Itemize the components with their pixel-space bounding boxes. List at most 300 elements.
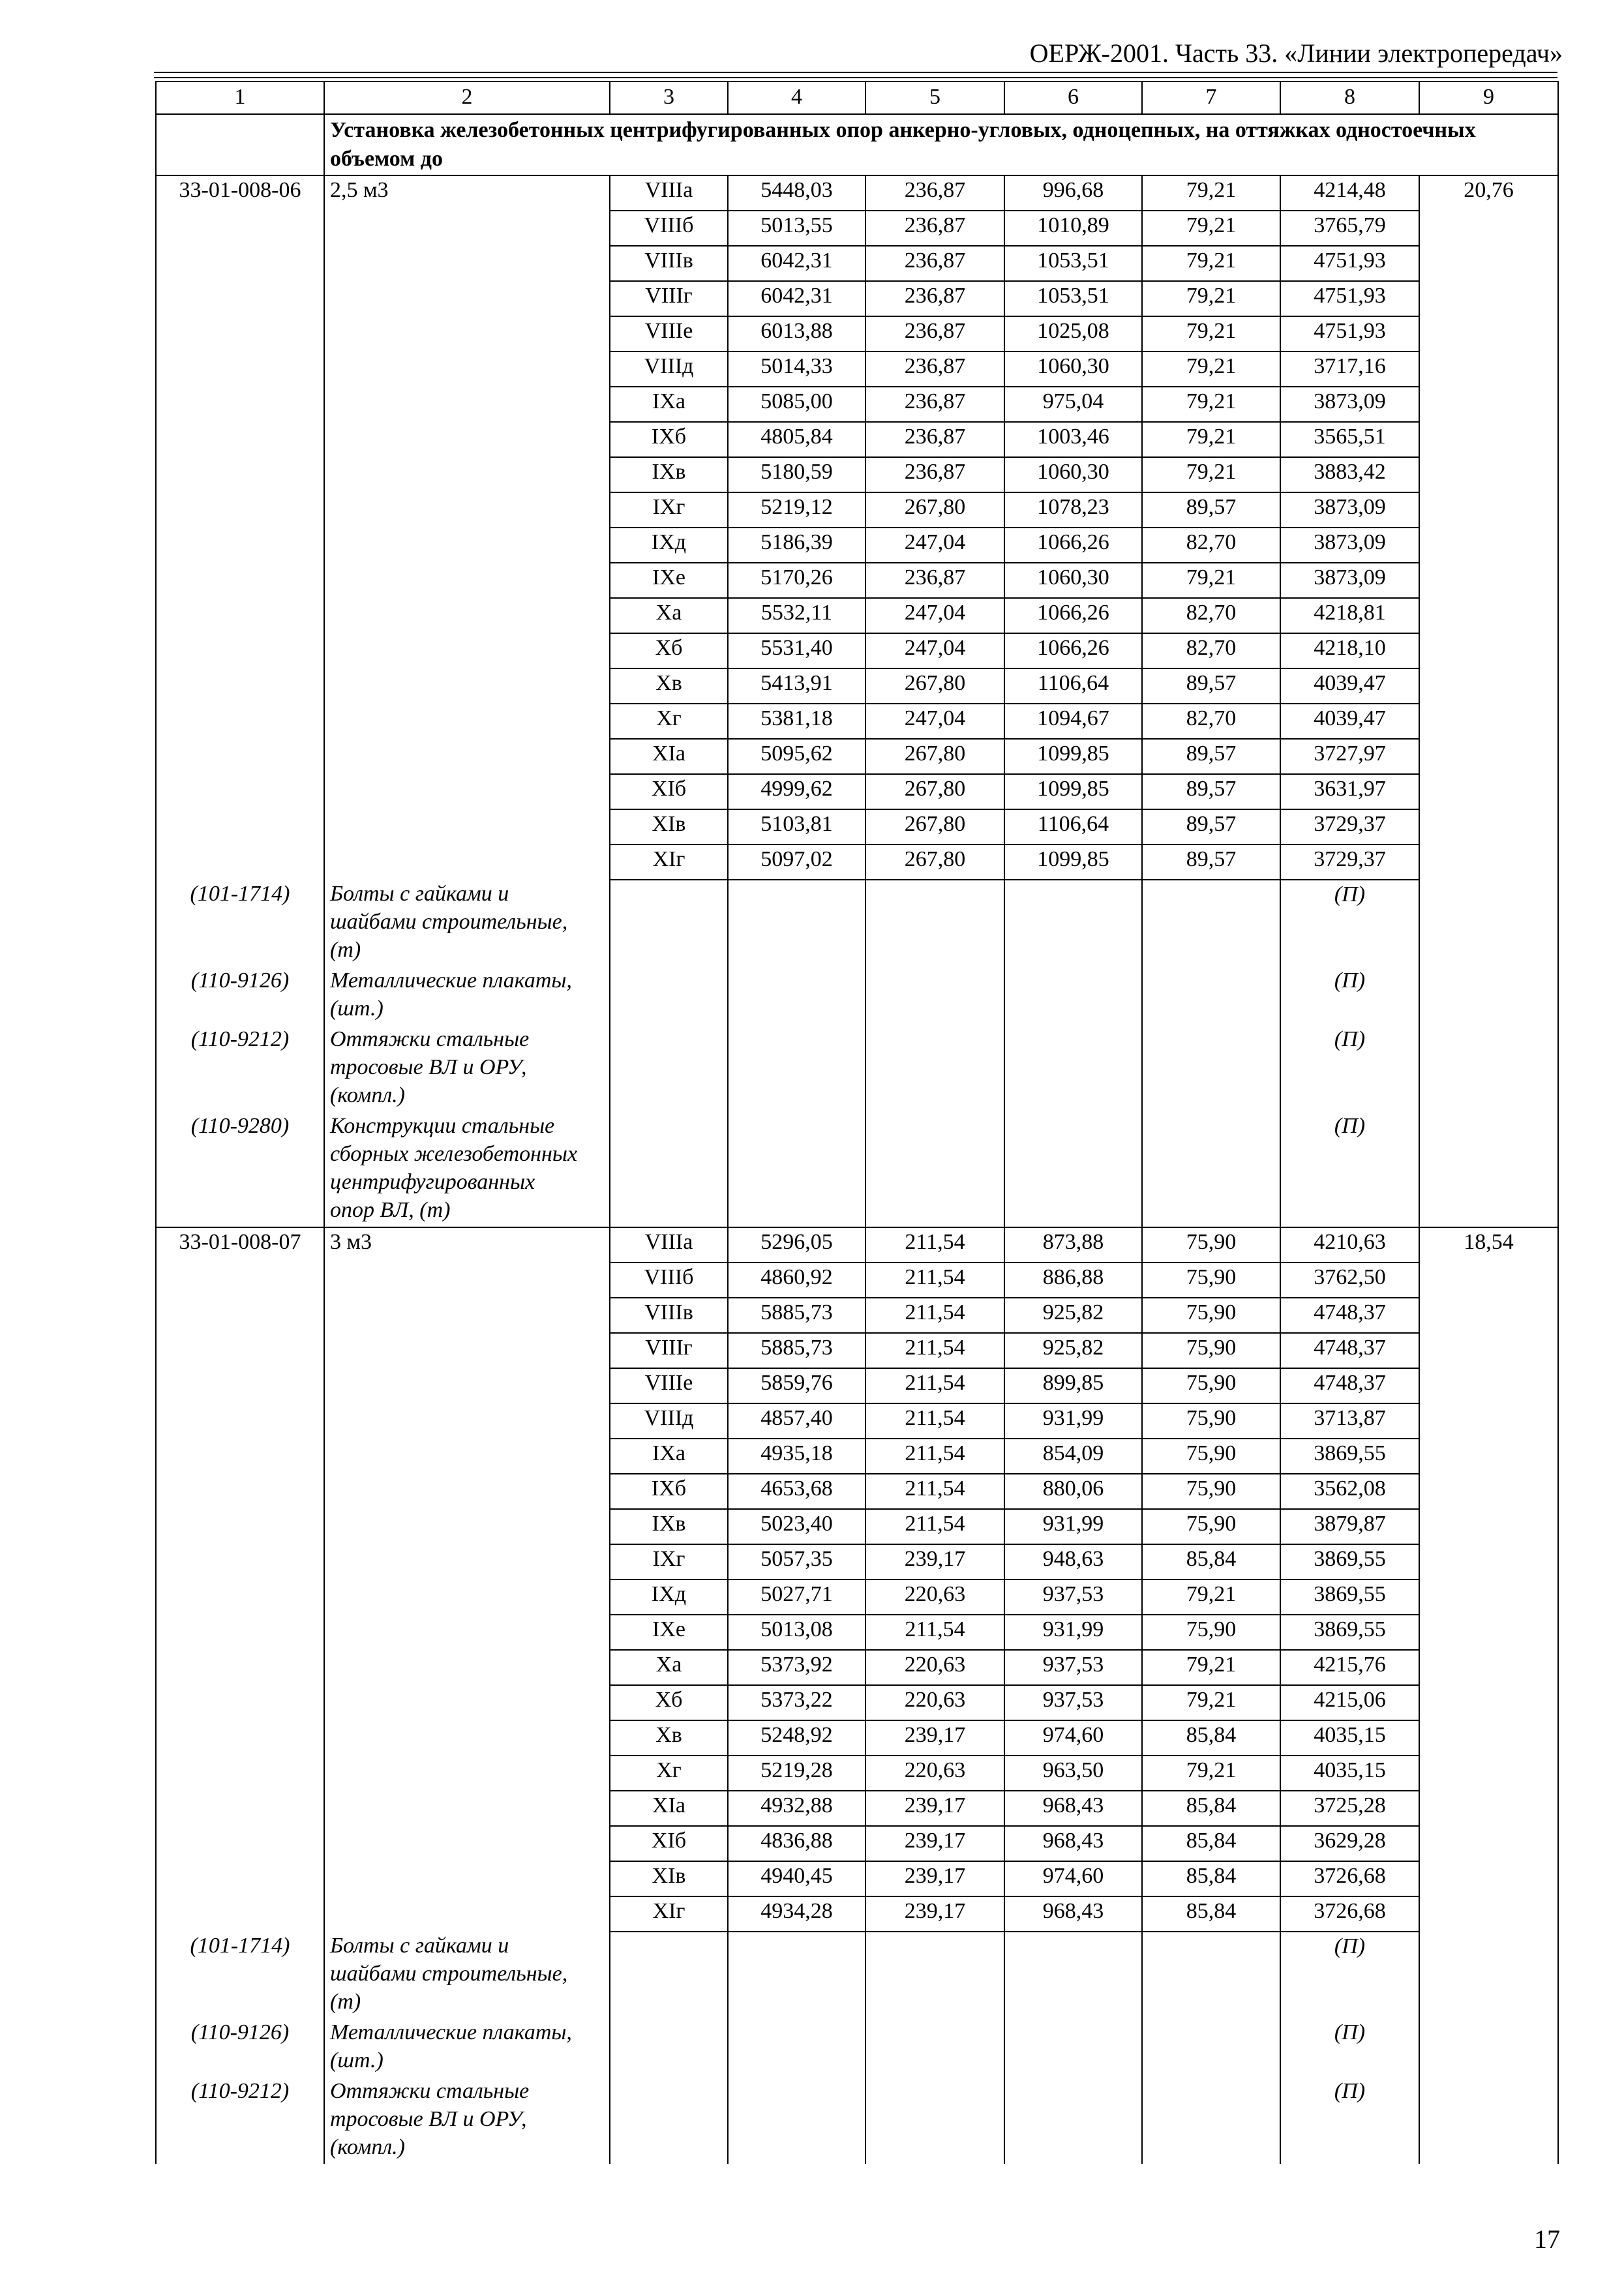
value-cell: 975,04 — [1004, 387, 1142, 422]
material-name-line: (шт.) — [330, 996, 383, 1021]
region-group: IXе — [610, 563, 728, 598]
value-cell: 3565,51 — [1280, 422, 1419, 457]
material-name — [324, 1112, 610, 1227]
value-cell: 996,68 — [1004, 175, 1142, 211]
value-cell: 5023,40 — [728, 1509, 865, 1544]
material-price-flag: (П) — [1280, 1932, 1419, 2018]
value-cell: 3873,09 — [1280, 387, 1419, 422]
blank-cell — [324, 1298, 610, 1333]
material-price-flag: (П) — [1280, 2077, 1419, 2164]
value-cell: 4934,28 — [728, 1896, 865, 1932]
blank-cell — [156, 492, 324, 528]
blank-cell — [728, 2077, 865, 2164]
table-row — [156, 1227, 1558, 1263]
value-cell: 3629,28 — [1280, 1826, 1419, 1861]
value-cell: 3873,09 — [1280, 528, 1419, 563]
blank-cell — [1419, 1791, 1558, 1826]
value-cell: 79,21 — [1142, 422, 1280, 457]
value-cell: 79,21 — [1142, 1579, 1280, 1615]
blank-cell — [1419, 1685, 1558, 1720]
blank-cell — [156, 809, 324, 845]
blank-cell — [1419, 704, 1558, 739]
material-name-line: опор ВЛ, (т) — [330, 1198, 451, 1222]
blank-cell — [610, 966, 728, 1025]
blank-cell — [324, 281, 610, 316]
blank-cell — [324, 1263, 610, 1298]
value-cell: 4748,37 — [1280, 1368, 1419, 1403]
value-cell: 937,53 — [1004, 1685, 1142, 1720]
material-row — [156, 966, 1558, 1025]
value-cell: 247,04 — [865, 704, 1004, 739]
region-group: Xа — [610, 1650, 728, 1685]
value-cell: 85,84 — [1142, 1544, 1280, 1579]
blank-cell — [156, 704, 324, 739]
value-cell: 85,84 — [1142, 1896, 1280, 1932]
material-name-line: Металлические плакаты, — [330, 968, 572, 993]
value-cell: 236,87 — [865, 246, 1004, 281]
blank-cell — [156, 352, 324, 387]
table-row — [156, 1861, 1558, 1896]
value-cell: 79,21 — [1142, 211, 1280, 246]
value-cell: 85,84 — [1142, 1861, 1280, 1896]
value-cell: 79,21 — [1142, 246, 1280, 281]
value-cell: 3726,68 — [1280, 1861, 1419, 1896]
blank-cell — [324, 598, 610, 633]
value-cell: 5013,55 — [728, 211, 865, 246]
blank-cell — [610, 1112, 728, 1227]
value-cell: 3727,97 — [1280, 739, 1419, 774]
value-cell: 3869,55 — [1280, 1439, 1419, 1474]
value-cell: 75,90 — [1142, 1474, 1280, 1509]
region-group: Xг — [610, 1756, 728, 1791]
table-row — [156, 246, 1558, 281]
material-price-flag: (П) — [1280, 966, 1419, 1025]
blank-cell — [1419, 211, 1558, 246]
blank-cell — [865, 2018, 1004, 2077]
blank-cell — [1419, 1756, 1558, 1791]
table-row — [156, 1298, 1558, 1333]
blank-cell — [156, 563, 324, 598]
column-number: 5 — [865, 82, 1004, 114]
value-cell: 79,21 — [1142, 387, 1280, 422]
blank-cell — [156, 668, 324, 704]
value-cell: 4751,93 — [1280, 246, 1419, 281]
table-row — [156, 633, 1558, 668]
table-row — [156, 1544, 1558, 1579]
table-row — [156, 1579, 1558, 1615]
value-cell: 267,80 — [865, 774, 1004, 809]
table-row — [156, 1650, 1558, 1685]
value-cell: 948,63 — [1004, 1544, 1142, 1579]
blank-cell — [1004, 2018, 1142, 2077]
value-cell: 211,54 — [865, 1403, 1004, 1439]
blank-cell — [1419, 316, 1558, 352]
blank-cell — [1419, 1333, 1558, 1368]
value-cell: 4653,68 — [728, 1474, 865, 1509]
table-row — [156, 704, 1558, 739]
value-cell: 5180,59 — [728, 457, 865, 492]
material-name — [324, 1932, 610, 2018]
table-row — [156, 668, 1558, 704]
material-name — [324, 1025, 610, 1112]
value-cell: 5381,18 — [728, 704, 865, 739]
value-cell: 236,87 — [865, 387, 1004, 422]
region-group: IXв — [610, 1509, 728, 1544]
blank-cell — [156, 774, 324, 809]
value-cell: 220,63 — [865, 1579, 1004, 1615]
value-cell: 4751,93 — [1280, 281, 1419, 316]
value-cell: 89,57 — [1142, 845, 1280, 880]
blank-cell — [865, 1025, 1004, 1112]
value-cell: 1106,64 — [1004, 809, 1142, 845]
value-cell: 4860,92 — [728, 1263, 865, 1298]
value-cell: 79,21 — [1142, 316, 1280, 352]
material-row — [156, 1932, 1558, 2018]
value-cell: 239,17 — [865, 1861, 1004, 1896]
value-cell: 75,90 — [1142, 1439, 1280, 1474]
blank-cell — [324, 774, 610, 809]
value-cell: 267,80 — [865, 845, 1004, 880]
value-cell: 211,54 — [865, 1615, 1004, 1650]
blank-cell — [1419, 1112, 1558, 1227]
blank-cell — [324, 492, 610, 528]
table-row — [156, 211, 1558, 246]
blank-cell — [865, 880, 1004, 966]
blank-cell — [324, 1896, 610, 1932]
blank-cell — [156, 281, 324, 316]
blank-cell — [324, 1791, 610, 1826]
blank-cell — [1419, 246, 1558, 281]
value-cell: 75,90 — [1142, 1509, 1280, 1544]
value-cell: 267,80 — [865, 492, 1004, 528]
value-cell: 82,70 — [1142, 528, 1280, 563]
value-cell: 931,99 — [1004, 1403, 1142, 1439]
blank-cell — [1419, 633, 1558, 668]
value-cell: 1053,51 — [1004, 281, 1142, 316]
blank-cell — [610, 1025, 728, 1112]
region-group: IXв — [610, 457, 728, 492]
value-cell: 236,87 — [865, 352, 1004, 387]
region-group: VIIIд — [610, 352, 728, 387]
blank-cell — [1419, 1544, 1558, 1579]
region-group: IXг — [610, 1544, 728, 1579]
value-cell: 6013,88 — [728, 316, 865, 352]
blank-cell — [156, 528, 324, 563]
header-rule-top — [154, 72, 1557, 73]
column-number: 9 — [1419, 82, 1558, 114]
value-cell: 6042,31 — [728, 281, 865, 316]
blank-cell — [156, 1826, 324, 1861]
value-cell: 75,90 — [1142, 1368, 1280, 1403]
value-cell: 1099,85 — [1004, 739, 1142, 774]
material-row — [156, 1025, 1558, 1112]
value-cell: 79,21 — [1142, 1650, 1280, 1685]
material-price-flag: (П) — [1280, 1025, 1419, 1112]
blank-cell — [1419, 457, 1558, 492]
column-number: 3 — [610, 82, 728, 114]
blank-cell — [728, 966, 865, 1025]
table-row — [156, 809, 1558, 845]
value-cell: 4999,62 — [728, 774, 865, 809]
value-cell: 931,99 — [1004, 1615, 1142, 1650]
value-cell: 79,21 — [1142, 457, 1280, 492]
value-cell: 3717,16 — [1280, 352, 1419, 387]
value-cell: 82,70 — [1142, 633, 1280, 668]
value-cell: 89,57 — [1142, 774, 1280, 809]
material-code: (110-9212) — [156, 1025, 324, 1112]
section-title-row — [156, 114, 1558, 175]
blank-cell — [1142, 1932, 1280, 2018]
region-group: Xв — [610, 1720, 728, 1756]
material-name — [324, 966, 610, 1025]
blank-cell — [156, 1298, 324, 1333]
blank-cell — [156, 1685, 324, 1720]
value-cell: 5448,03 — [728, 175, 865, 211]
value-cell: 211,54 — [865, 1227, 1004, 1263]
blank-cell — [728, 880, 865, 966]
blank-cell — [324, 704, 610, 739]
blank-cell — [1419, 1439, 1558, 1474]
region-group: XIг — [610, 845, 728, 880]
value-cell: 3869,55 — [1280, 1544, 1419, 1579]
region-group: XIа — [610, 739, 728, 774]
blank-cell — [324, 1826, 610, 1861]
blank-cell — [610, 1932, 728, 2018]
value-cell: 3883,42 — [1280, 457, 1419, 492]
value-cell: 239,17 — [865, 1720, 1004, 1756]
blank-cell — [324, 1579, 610, 1615]
value-cell: 5170,26 — [728, 563, 865, 598]
value-cell: 75,90 — [1142, 1263, 1280, 1298]
value-cell: 1106,64 — [1004, 668, 1142, 704]
blank-cell — [1142, 1025, 1280, 1112]
value-cell: 5885,73 — [728, 1333, 865, 1368]
blank-cell — [156, 1720, 324, 1756]
value-cell: 5014,33 — [728, 352, 865, 387]
value-cell: 82,70 — [1142, 598, 1280, 633]
value-cell: 4748,37 — [1280, 1333, 1419, 1368]
table-row — [156, 1439, 1558, 1474]
value-cell: 82,70 — [1142, 704, 1280, 739]
blank-cell — [324, 1756, 610, 1791]
value-cell: 5095,62 — [728, 739, 865, 774]
region-group: IXд — [610, 1579, 728, 1615]
value-cell: 267,80 — [865, 668, 1004, 704]
value-cell: 5027,71 — [728, 1579, 865, 1615]
blank-cell — [1419, 1298, 1558, 1333]
header-rule-bottom — [154, 77, 1557, 78]
value-cell: 5013,08 — [728, 1615, 865, 1650]
blank-cell — [324, 352, 610, 387]
region-group: Xв — [610, 668, 728, 704]
material-code: (110-9280) — [156, 1112, 324, 1227]
blank-cell — [324, 1650, 610, 1685]
value-cell: 3869,55 — [1280, 1615, 1419, 1650]
value-cell: 1099,85 — [1004, 774, 1142, 809]
page-number: 17 — [1534, 2224, 1560, 2254]
region-group: IXа — [610, 1439, 728, 1474]
value-cell: 3725,28 — [1280, 1791, 1419, 1826]
blank-cell — [728, 1025, 865, 1112]
value-cell: 974,60 — [1004, 1720, 1142, 1756]
blank-cell — [156, 1579, 324, 1615]
blank-cell — [324, 1861, 610, 1896]
section-empty-cell — [156, 114, 324, 175]
value-cell: 873,88 — [1004, 1227, 1142, 1263]
value-cell: 75,90 — [1142, 1333, 1280, 1368]
blank-cell — [156, 1756, 324, 1791]
material-code: (110-9126) — [156, 2018, 324, 2077]
value-cell: 1066,26 — [1004, 598, 1142, 633]
blank-cell — [1419, 1861, 1558, 1896]
material-row — [156, 2018, 1558, 2077]
blank-cell — [156, 1615, 324, 1650]
blank-cell — [156, 633, 324, 668]
blank-cell — [324, 422, 610, 457]
value-cell: 239,17 — [865, 1896, 1004, 1932]
table-row — [156, 316, 1558, 352]
value-cell: 963,50 — [1004, 1756, 1142, 1791]
material-name-line: Болты с гайками и — [330, 1934, 509, 1958]
blank-cell — [1004, 1025, 1142, 1112]
value-cell: 931,99 — [1004, 1509, 1142, 1544]
blank-cell — [156, 1368, 324, 1403]
table-row — [156, 1368, 1558, 1403]
value-cell: 3562,08 — [1280, 1474, 1419, 1509]
material-name-line: Болты с гайками и — [330, 882, 509, 906]
value-cell: 5248,92 — [728, 1720, 865, 1756]
material-name-line: шайбами строительные, — [330, 1962, 568, 1986]
region-group: Xа — [610, 598, 728, 633]
norm-code: 33-01-008-06 — [156, 175, 324, 211]
value-cell: 5219,28 — [728, 1756, 865, 1791]
norms-table-body — [156, 82, 1558, 2164]
value-cell: 211,54 — [865, 1368, 1004, 1403]
blank-cell — [1419, 422, 1558, 457]
blank-cell — [324, 1368, 610, 1403]
value-cell: 3873,09 — [1280, 563, 1419, 598]
value-cell: 4039,47 — [1280, 704, 1419, 739]
material-name — [324, 880, 610, 966]
value-cell: 5103,81 — [728, 809, 865, 845]
table-row — [156, 1756, 1558, 1791]
blank-cell — [1142, 880, 1280, 966]
blank-cell — [156, 1861, 324, 1896]
value-cell: 3729,37 — [1280, 809, 1419, 845]
blank-cell — [1004, 966, 1142, 1025]
value-cell: 925,82 — [1004, 1298, 1142, 1333]
table-row — [156, 387, 1558, 422]
value-cell: 239,17 — [865, 1544, 1004, 1579]
region-group: VIIIв — [610, 1298, 728, 1333]
blank-cell — [156, 1403, 324, 1439]
table-row — [156, 281, 1558, 316]
blank-cell — [156, 845, 324, 880]
material-price-flag: (П) — [1280, 2018, 1419, 2077]
blank-cell — [1419, 1263, 1558, 1298]
blank-cell — [324, 211, 610, 246]
value-cell: 236,87 — [865, 457, 1004, 492]
blank-cell — [1142, 966, 1280, 1025]
value-cell: 1053,51 — [1004, 246, 1142, 281]
column-number: 1 — [156, 82, 324, 114]
value-cell: 89,57 — [1142, 809, 1280, 845]
region-group: VIIIб — [610, 211, 728, 246]
material-name-line: (компл.) — [330, 2135, 405, 2159]
value-cell: 886,88 — [1004, 1263, 1142, 1298]
value-cell: 5186,39 — [728, 528, 865, 563]
value-cell: 4214,48 — [1280, 175, 1419, 211]
value-cell: 211,54 — [865, 1509, 1004, 1544]
blank-cell — [324, 845, 610, 880]
table-row — [156, 422, 1558, 457]
blank-cell — [1419, 880, 1558, 966]
value-cell: 3869,55 — [1280, 1579, 1419, 1615]
value-cell: 925,82 — [1004, 1333, 1142, 1368]
value-cell: 4210,63 — [1280, 1227, 1419, 1263]
blank-cell — [1419, 1509, 1558, 1544]
norm-name: 2,5 м3 — [324, 175, 610, 211]
blank-cell — [156, 598, 324, 633]
value-cell: 937,53 — [1004, 1579, 1142, 1615]
table-row — [156, 528, 1558, 563]
value-cell: 1099,85 — [1004, 845, 1142, 880]
value-cell: 85,84 — [1142, 1720, 1280, 1756]
region-group: VIIIд — [610, 1403, 728, 1439]
material-price-flag: (П) — [1280, 1112, 1419, 1227]
value-cell: 1060,30 — [1004, 457, 1142, 492]
material-name-line: Конструкции стальные — [330, 1114, 555, 1138]
table-row — [156, 598, 1558, 633]
value-cell: 5085,00 — [728, 387, 865, 422]
value-cell: 89,57 — [1142, 668, 1280, 704]
value-cell: 4039,47 — [1280, 668, 1419, 704]
material-code: (110-9126) — [156, 966, 324, 1025]
blank-cell — [156, 1650, 324, 1685]
blank-cell — [324, 528, 610, 563]
value-cell: 6042,31 — [728, 246, 865, 281]
blank-cell — [865, 1932, 1004, 2018]
blank-cell — [324, 387, 610, 422]
value-cell: 3726,68 — [1280, 1896, 1419, 1932]
blank-cell — [1419, 2077, 1558, 2164]
blank-cell — [324, 809, 610, 845]
labor-value: 18,54 — [1419, 1227, 1558, 1263]
blank-cell — [610, 2018, 728, 2077]
value-cell: 79,21 — [1142, 175, 1280, 211]
blank-cell — [156, 316, 324, 352]
region-group: VIIIб — [610, 1263, 728, 1298]
blank-cell — [1419, 1932, 1558, 2018]
value-cell: 3879,87 — [1280, 1509, 1419, 1544]
value-cell: 854,09 — [1004, 1439, 1142, 1474]
region-group: VIIIв — [610, 246, 728, 281]
material-name-line: (шт.) — [330, 2048, 383, 2072]
region-group: XIа — [610, 1791, 728, 1826]
region-group: XIб — [610, 774, 728, 809]
material-code: (101-1714) — [156, 1932, 324, 2018]
region-group: Xб — [610, 633, 728, 668]
blank-cell — [324, 1474, 610, 1509]
table-row — [156, 1333, 1558, 1368]
value-cell: 236,87 — [865, 281, 1004, 316]
column-number: 7 — [1142, 82, 1280, 114]
blank-cell — [156, 1333, 324, 1368]
norms-table — [155, 81, 1559, 2164]
value-cell: 211,54 — [865, 1298, 1004, 1333]
table-row — [156, 1896, 1558, 1932]
value-cell: 79,21 — [1142, 1685, 1280, 1720]
